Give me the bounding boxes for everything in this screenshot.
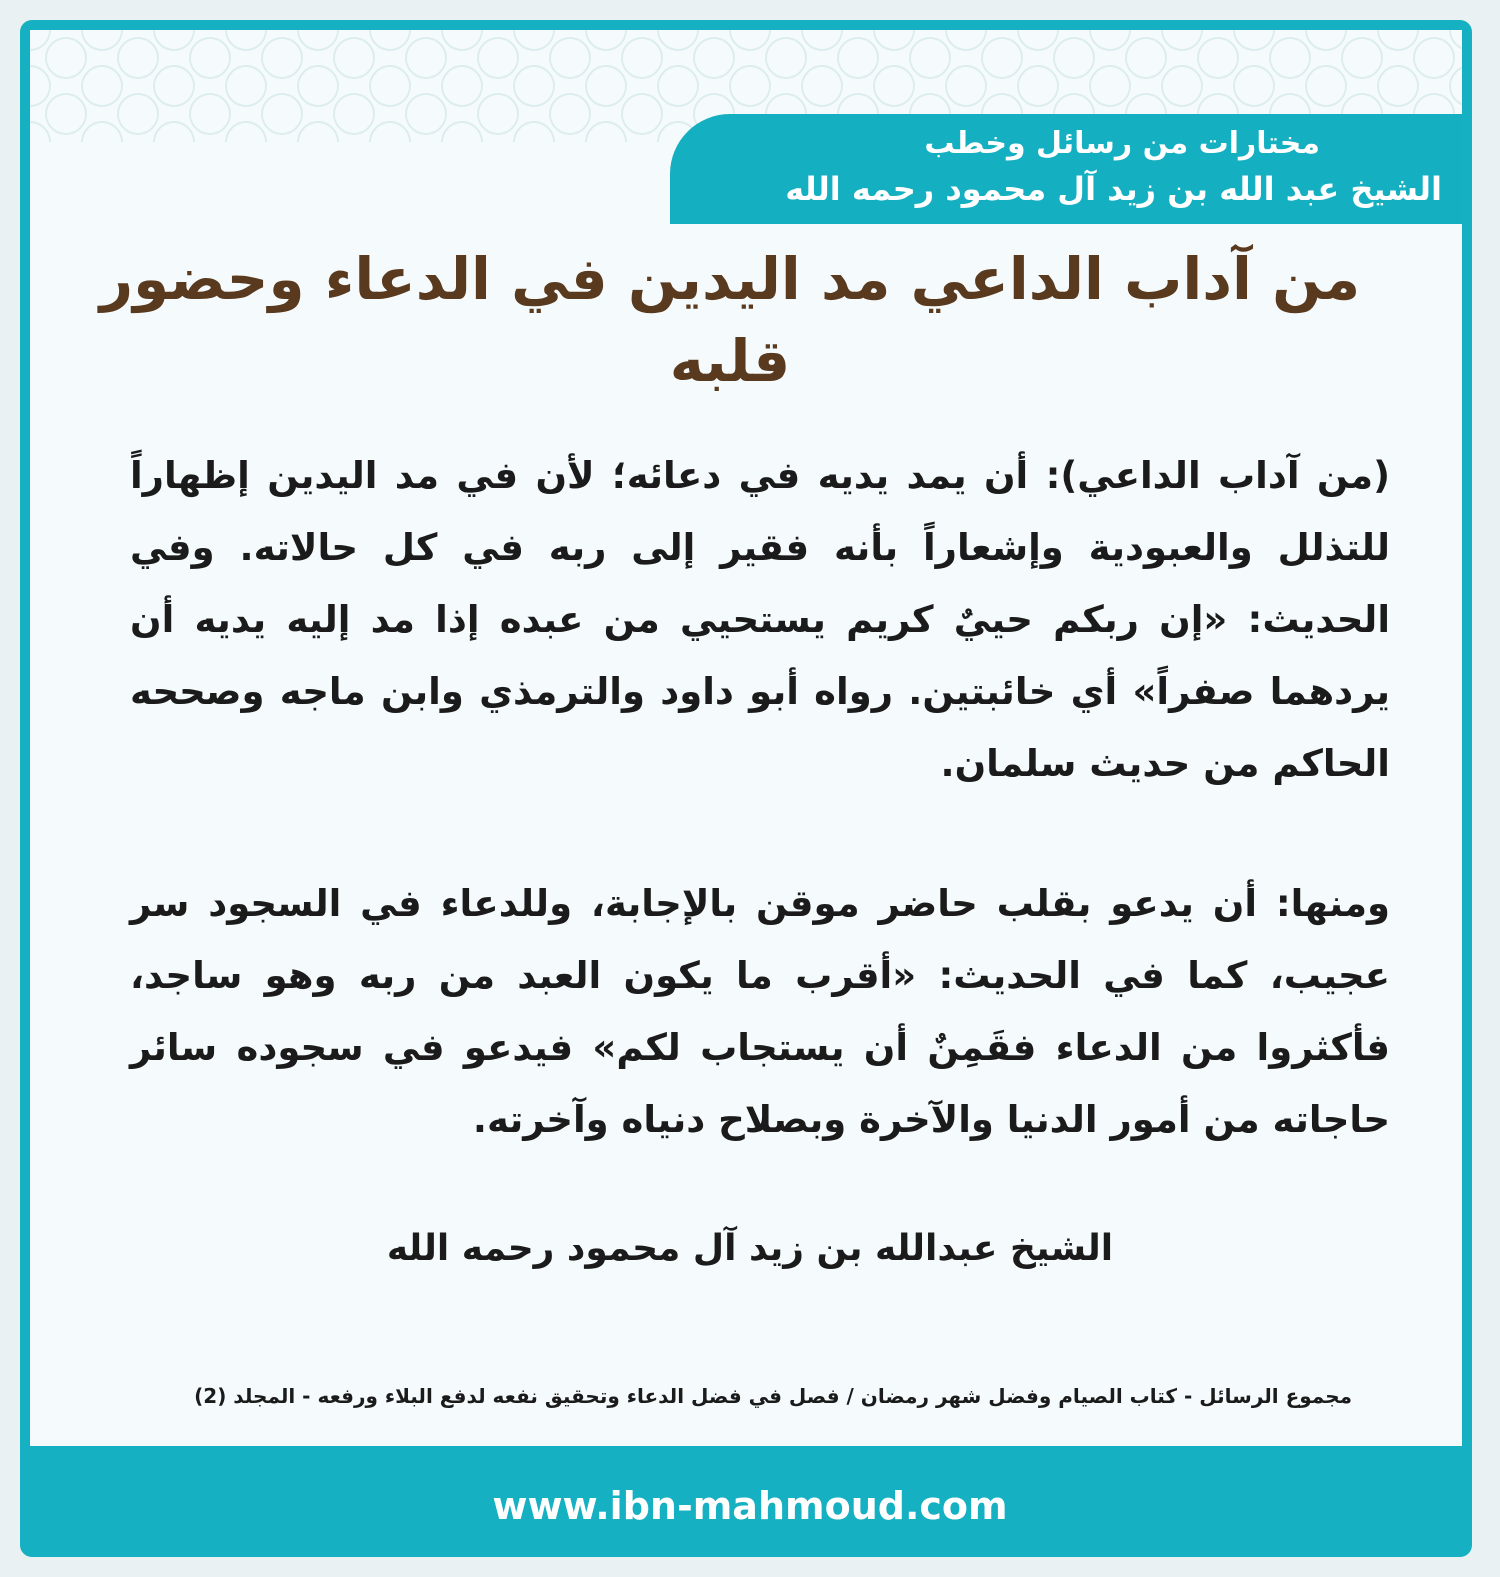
website-link[interactable]: www.ibn-mahmoud.com xyxy=(492,1484,1008,1528)
page-title: من آداب الداعي مد اليدين في الدعاء وحضور قلبه xyxy=(99,245,1361,395)
header-author: الشيخ عبد الله بن زيد آل محمود رحمه الله xyxy=(785,170,1442,208)
author-signature: الشيخ عبدالله بن زيد آل محمود رحمه الله xyxy=(386,1228,1114,1269)
source-citation: مجموع الرسائل - كتاب الصيام وفضل شهر رمضان / فصل في فضل الدعاء وتحقيق نفعه لدفع البلاء ورفعه - المجلد (2) xyxy=(194,1384,1352,1408)
header-subtitle: مختارات من رسائل وخطب xyxy=(924,126,1320,161)
header-ribbon xyxy=(670,114,1462,224)
paragraph-2: ومنها: أن يدعو بقلب حاضر موقن بالإجابة، وللدعاء في السجود سر عجيب، كما في الحديث: «أقرب ما يكون العبد من ربه وهو ساجد، فأكثروا من الدعاء فقَمِنٌ أن يستجاب لكم» فيدعو في سجوده سائر حاجاته من أمور الدنيا والآخرة وبصلاح دنياه وآخرته. xyxy=(130,882,1390,1141)
paragraph-1: (من آداب الداعي): أن يمد يديه في دعائه؛ لأن في مد اليدين إظهاراً للتذلل والعبودية وإشعاراً بأنه فقير إلى ربه في كل حالاته. وفي الحديث: «إن ربكم حييٌ كريم يستحيي من عبده إذا مد إليه يديه أن يردهما صفراً» أي خائبتين. رواه أبو داود والترمذي وابن ماجه وصححه الحاكم من حديث سلمان. xyxy=(130,454,1390,785)
